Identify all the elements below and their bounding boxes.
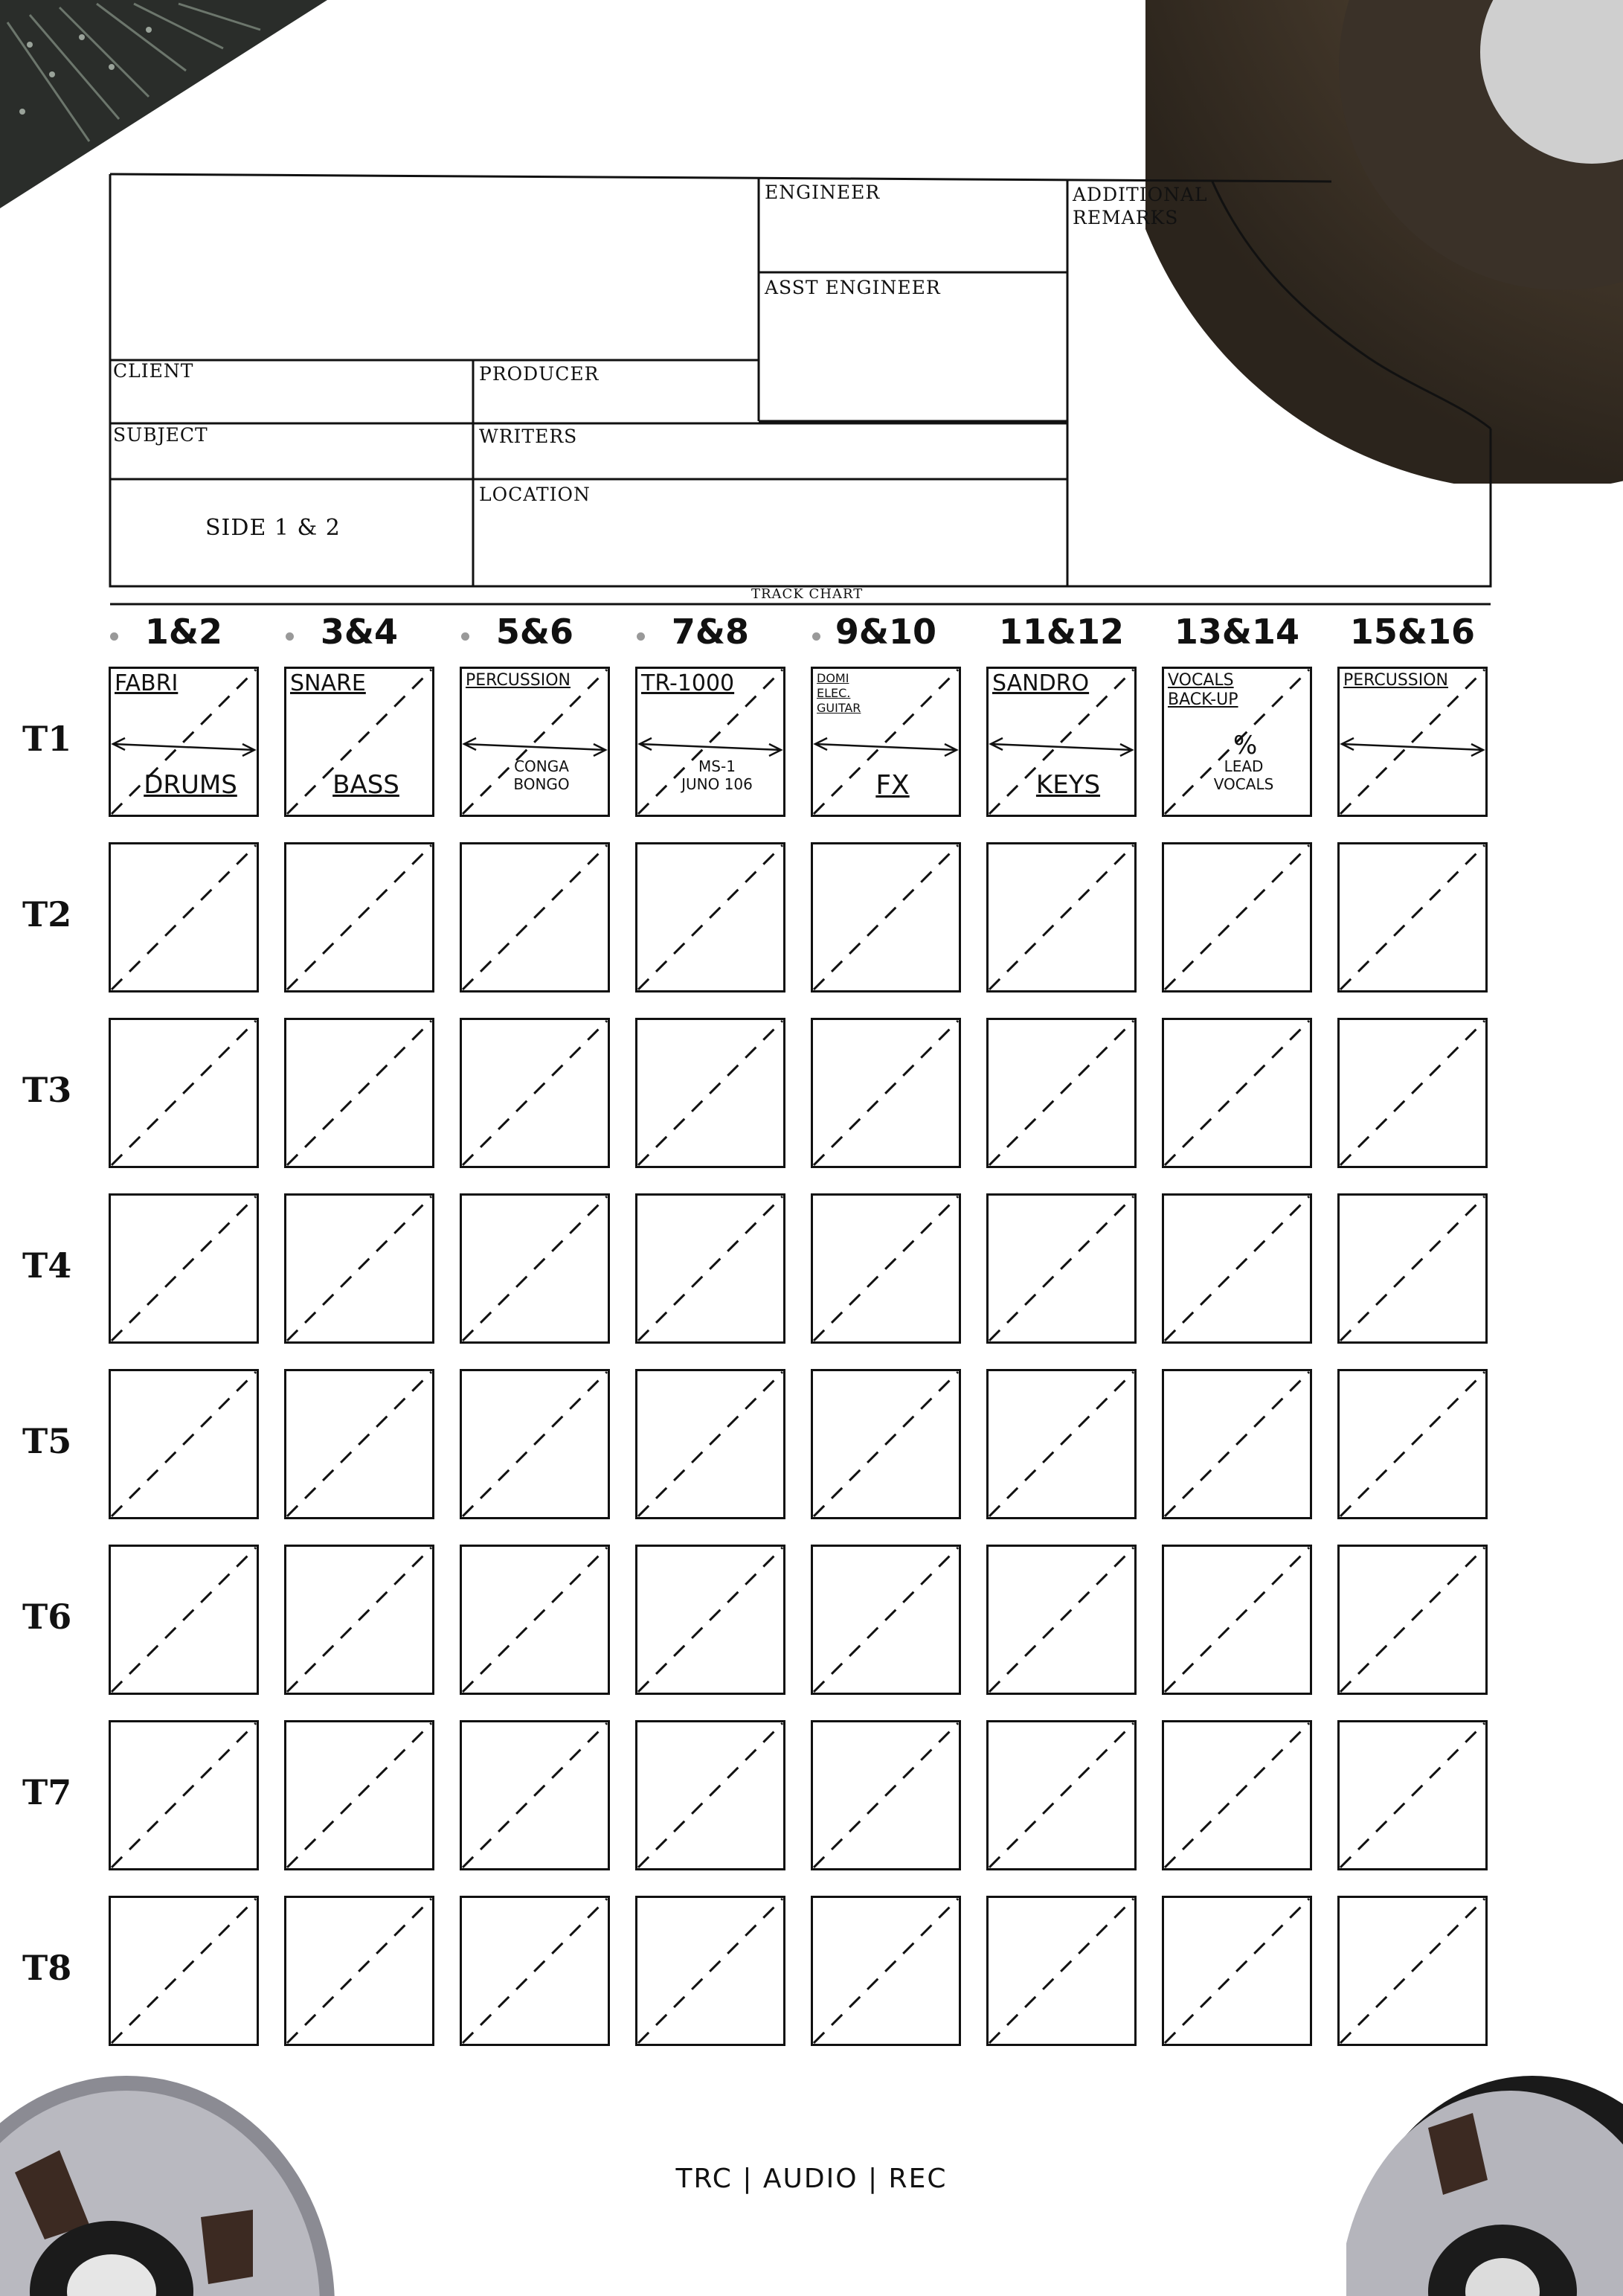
track-cell[interactable] xyxy=(986,1018,1137,1168)
cell-diagonal xyxy=(1165,1899,1309,2043)
cell-diagonal xyxy=(1165,1021,1309,1165)
cell-diagonal xyxy=(287,1372,431,1516)
column-dot xyxy=(812,632,820,641)
track-cell[interactable] xyxy=(1162,1896,1312,2046)
track-cell[interactable] xyxy=(109,842,259,993)
t1-top-note: SANDRO xyxy=(992,670,1090,696)
track-cell[interactable] xyxy=(635,1896,785,2046)
cell-diagonal xyxy=(989,1196,1134,1341)
producer-label: PRODUCER xyxy=(479,363,600,385)
track-cell[interactable] xyxy=(109,1193,259,1344)
track-cell[interactable] xyxy=(986,1545,1137,1695)
track-cell[interactable] xyxy=(1337,1018,1488,1168)
column-dot xyxy=(110,632,118,641)
row-label: T4 xyxy=(22,1245,72,1286)
cell-diagonal xyxy=(1165,1548,1309,1692)
location-label: LOCATION xyxy=(479,484,591,505)
column-heading: 15&16 xyxy=(1349,612,1476,652)
track-cell[interactable] xyxy=(109,1545,259,1695)
cell-diagonal xyxy=(1165,845,1309,990)
cell-diagonal xyxy=(1165,1723,1309,1867)
track-cell[interactable] xyxy=(635,842,785,993)
cell-diagonal xyxy=(463,1899,607,2043)
track-cell[interactable] xyxy=(635,1193,785,1344)
track-cell[interactable] xyxy=(635,1018,785,1168)
cell-diagonal xyxy=(1340,845,1485,990)
column-dot xyxy=(286,632,294,641)
asst-engineer-label: ASST ENGINEER xyxy=(765,277,941,298)
track-cell[interactable] xyxy=(1337,1896,1488,2046)
track-cell[interactable] xyxy=(635,1369,785,1519)
t1-top-note: FABRI xyxy=(115,670,179,696)
engineer-label: ENGINEER xyxy=(765,182,881,203)
cell-diagonal xyxy=(1340,1372,1485,1516)
cell-diagonal xyxy=(638,1196,782,1341)
track-cell[interactable] xyxy=(1337,842,1488,993)
cell-diagonal xyxy=(638,845,782,990)
track-cell[interactable] xyxy=(1162,1545,1312,1695)
track-cell[interactable] xyxy=(1162,1720,1312,1870)
t1-top-note: PERCUSSION xyxy=(466,671,571,690)
track-cell[interactable] xyxy=(109,1369,259,1519)
column-heading: 5&6 xyxy=(495,612,574,652)
track-cell[interactable] xyxy=(986,1896,1137,2046)
track-chart-label: TRACK CHART xyxy=(751,586,864,602)
t1-bottom-note: FX xyxy=(875,770,910,801)
cell-diagonal xyxy=(463,1372,607,1516)
t1-bottom-note: CONGA BONGO xyxy=(513,757,570,793)
cell-diagonal xyxy=(989,1548,1134,1692)
track-cell[interactable] xyxy=(986,1720,1137,1870)
row-label: T2 xyxy=(22,894,72,934)
cell-diagonal xyxy=(463,845,607,990)
track-cell[interactable] xyxy=(284,1545,434,1695)
writers-label: WRITERS xyxy=(479,426,578,447)
track-cell[interactable] xyxy=(635,1545,785,1695)
track-cell[interactable] xyxy=(811,1896,961,2046)
column-heading: 13&14 xyxy=(1174,612,1300,652)
cell-diagonal xyxy=(463,1723,607,1867)
track-cell[interactable] xyxy=(460,1720,610,1870)
track-cell[interactable] xyxy=(460,1018,610,1168)
track-cell[interactable] xyxy=(1162,1369,1312,1519)
column-dot xyxy=(461,632,469,641)
cell-diagonal xyxy=(463,1548,607,1692)
track-cell[interactable] xyxy=(109,1720,259,1870)
track-cell[interactable] xyxy=(284,1896,434,2046)
t1-top-note: VOCALS BACK-UP xyxy=(1168,671,1238,709)
track-cell[interactable] xyxy=(1337,1193,1488,1344)
track-cell[interactable] xyxy=(635,1720,785,1870)
column-heading: 3&4 xyxy=(320,612,399,652)
track-cell[interactable] xyxy=(284,1193,434,1344)
row-label: T1 xyxy=(22,719,72,759)
cell-diagonal xyxy=(1340,1723,1485,1867)
cell-diagonal xyxy=(989,1372,1134,1516)
track-cell[interactable] xyxy=(811,1545,961,1695)
client-label: CLIENT xyxy=(113,360,194,382)
track-cell[interactable] xyxy=(460,1545,610,1695)
t1-top-note: DOMI ELEC. GUITAR xyxy=(817,671,861,715)
cell-diagonal xyxy=(1340,1021,1485,1165)
cell-diagonal xyxy=(112,1723,256,1867)
track-cell[interactable] xyxy=(1162,1018,1312,1168)
track-cell[interactable] xyxy=(986,1369,1137,1519)
cell-diagonal xyxy=(814,1899,958,2043)
t1-middle-note: % xyxy=(1233,731,1258,760)
cell-diagonal xyxy=(112,1372,256,1516)
cell-diagonal xyxy=(1340,1899,1485,2043)
track-cell[interactable] xyxy=(284,1018,434,1168)
cell-diagonal xyxy=(989,1899,1134,2043)
track-cell[interactable] xyxy=(811,1018,961,1168)
cell-diagonal xyxy=(112,1021,256,1165)
cell-diagonal xyxy=(112,1899,256,2043)
track-cell[interactable] xyxy=(460,1896,610,2046)
cell-diagonal xyxy=(1340,670,1485,814)
cell-diagonal xyxy=(814,1548,958,1692)
cell-diagonal xyxy=(814,1372,958,1516)
t1-top-note: TR-1000 xyxy=(641,670,735,696)
footer-brand: TRC | AUDIO | REC xyxy=(675,2164,948,2194)
track-cell[interactable] xyxy=(460,1193,610,1344)
column-dot xyxy=(637,632,645,641)
track-cell[interactable] xyxy=(109,1018,259,1168)
track-cell[interactable] xyxy=(1337,1720,1488,1870)
cell-diagonal xyxy=(287,1021,431,1165)
track-cell[interactable] xyxy=(284,1369,434,1519)
cell-diagonal xyxy=(814,1723,958,1867)
row-label: T8 xyxy=(22,1948,72,1988)
cell-diagonal xyxy=(638,1899,782,2043)
cell-diagonal xyxy=(463,1196,607,1341)
t1-bottom-note: KEYS xyxy=(1035,770,1101,800)
track-cell[interactable] xyxy=(1337,1545,1488,1695)
cell-diagonal xyxy=(638,1548,782,1692)
cell-diagonal xyxy=(1165,1372,1309,1516)
track-cell[interactable] xyxy=(811,1369,961,1519)
cell-diagonal xyxy=(287,1723,431,1867)
cell-diagonal xyxy=(112,1196,256,1341)
cell-diagonal xyxy=(287,1548,431,1692)
t1-top-note: SNARE xyxy=(290,670,366,696)
track-cell[interactable] xyxy=(986,1193,1137,1344)
t1-top-note: PERCUSSION xyxy=(1343,671,1449,690)
cell-diagonal xyxy=(989,1021,1134,1165)
side-value: SIDE 1 & 2 xyxy=(205,515,341,541)
row-label: T3 xyxy=(22,1070,72,1110)
track-cell[interactable] xyxy=(1162,842,1312,993)
cell-diagonal xyxy=(814,1021,958,1165)
cell-diagonal xyxy=(287,845,431,990)
track-cell[interactable] xyxy=(460,1369,610,1519)
cell-diagonal xyxy=(814,845,958,990)
cell-diagonal xyxy=(463,1021,607,1165)
row-label: T7 xyxy=(22,1772,72,1812)
cell-diagonal xyxy=(638,1372,782,1516)
header-form-frame xyxy=(104,168,1503,615)
row-label: T6 xyxy=(22,1597,72,1637)
track-cell[interactable] xyxy=(986,842,1137,993)
row-label: T5 xyxy=(22,1421,72,1461)
cell-diagonal xyxy=(1340,1548,1485,1692)
track-cell[interactable] xyxy=(1162,1193,1312,1344)
cell-diagonal xyxy=(638,1723,782,1867)
cell-diagonal xyxy=(112,1548,256,1692)
cell-diagonal xyxy=(1165,1196,1309,1341)
column-heading: 11&12 xyxy=(998,612,1125,652)
track-cell[interactable] xyxy=(284,842,434,993)
cell-diagonal xyxy=(989,845,1134,990)
track-cell[interactable] xyxy=(284,1720,434,1870)
column-heading: 7&8 xyxy=(671,612,750,652)
cell-diagonal xyxy=(989,1723,1134,1867)
track-cell[interactable] xyxy=(1337,1369,1488,1519)
cell-diagonal xyxy=(814,1196,958,1341)
column-heading: 9&10 xyxy=(835,612,937,652)
track-cell[interactable] xyxy=(109,1896,259,2046)
track-cell[interactable] xyxy=(811,1193,961,1344)
cell-diagonal xyxy=(112,845,256,990)
additional-remarks-label: ADDITIONAL REMARKS xyxy=(1073,184,1208,228)
cell-diagonal xyxy=(287,1196,431,1341)
subject-label: SUBJECT xyxy=(113,424,208,446)
track-cell[interactable] xyxy=(811,842,961,993)
cell-diagonal xyxy=(1340,1196,1485,1341)
t1-bottom-note: DRUMS xyxy=(144,770,237,800)
t1-bottom-note: BASS xyxy=(332,770,399,800)
cell-diagonal xyxy=(287,1899,431,2043)
t1-bottom-note: LEAD VOCALS xyxy=(1213,757,1274,793)
t1-bottom-note: MS-1 JUNO 106 xyxy=(681,757,753,793)
track-cell[interactable] xyxy=(811,1720,961,1870)
track-cell[interactable] xyxy=(460,842,610,993)
cell-diagonal xyxy=(638,1021,782,1165)
column-heading: 1&2 xyxy=(144,612,223,652)
